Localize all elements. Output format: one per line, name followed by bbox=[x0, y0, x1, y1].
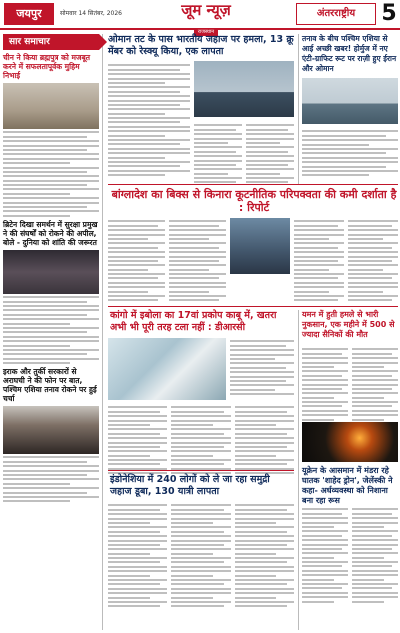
page-number: 5 bbox=[381, 1, 397, 26]
lead-photo bbox=[194, 61, 294, 117]
newspaper-logo bbox=[170, 1, 242, 35]
main-area bbox=[108, 34, 398, 630]
bangladesh-text-right bbox=[294, 218, 398, 304]
congo-text bbox=[108, 404, 294, 477]
headline-indonesia: इंडोनेशिया में 240 लोगों को ले जा रहा समुद्री जहाज डूबा, 130 यात्री लापता bbox=[110, 474, 270, 497]
ukraine-photo bbox=[302, 422, 398, 462]
briefs-box-title: सार समाचार bbox=[3, 34, 99, 50]
indonesia-text bbox=[108, 502, 294, 610]
brief-text-1 bbox=[3, 131, 99, 216]
lead-text-2 bbox=[194, 122, 294, 186]
masthead bbox=[0, 0, 400, 35]
edition-date: सोमवार 14 सितंबर, 2026 bbox=[60, 10, 122, 17]
yemen-story bbox=[302, 310, 398, 340]
right-photo bbox=[302, 78, 398, 124]
brief-photo-2 bbox=[3, 250, 99, 294]
brief-headline-3: इराक और तुर्की सरकारों से अराघची ने की फोन पर बात, पश्चिम एशिया तनाव रोकने पर हुई चर्चा bbox=[3, 367, 97, 404]
section-label: अंतरराष्ट्रीय bbox=[296, 3, 376, 25]
brief-text-2 bbox=[3, 296, 99, 364]
right-text bbox=[302, 128, 398, 179]
yemen-text bbox=[302, 346, 398, 423]
right-story bbox=[302, 34, 398, 74]
lead-text bbox=[108, 62, 190, 179]
congo-story bbox=[110, 310, 294, 334]
headline-ukraine: यूक्रेन के आसमान में मंडरा रहे घातक 'शाहेद ड्रोन', जेलेंस्की ने कहा- अर्धव्यवस्था को निशाना बना रहा रूस bbox=[302, 466, 393, 505]
column-divider bbox=[298, 34, 299, 184]
brief-photo-3 bbox=[3, 406, 99, 454]
right-headline: तनाव के बीच पश्चिम एशिया से आई अच्छी खबर! होर्मुज में नए एंटी-ग्राफिट रूट पर राज़ी हुए ईरान और ओमान bbox=[302, 34, 397, 73]
headline-yemen: यमन में हुती हमले से भारी नुकसान, एक महीने में 500 से ज्यादा सैनिकों की मौत bbox=[302, 310, 395, 339]
edition-city: जयपुर bbox=[4, 3, 54, 25]
logo-subtext: राजस्थान bbox=[194, 28, 218, 36]
congo-photo bbox=[108, 338, 226, 400]
brief-photo-1 bbox=[3, 83, 99, 129]
section-rule-2 bbox=[108, 306, 398, 307]
indonesia-story bbox=[110, 474, 294, 498]
ukraine-story bbox=[302, 466, 398, 506]
headline-bangladesh: बांग्लादेश का बिक्स से किनारा कूटनीतिक परिपक्वता की कमी दर्शाता है : रिपोर्ट bbox=[111, 188, 397, 214]
brief-headline-2: ब्रिटेन दिखा समर्थन में सुरक्षा प्रमुख ने की संघर्षों को रोकने की अपील, बोले - दुनिया को शांति की जरूरत bbox=[3, 219, 98, 247]
brief-text-3 bbox=[3, 456, 99, 502]
bangladesh-story bbox=[110, 188, 398, 214]
brief-headline-1: चीन ने किया ब्रह्मपुत्र को मजबूत करने में सफलतापूर्वक मुहिम निभाई bbox=[3, 53, 91, 80]
bangladesh-text-left bbox=[108, 218, 226, 304]
ukraine-text bbox=[302, 506, 398, 605]
section-rule-1 bbox=[108, 184, 398, 185]
left-column bbox=[3, 34, 103, 630]
logo-text: जूम न्यूज़ bbox=[181, 1, 231, 19]
column-divider-2 bbox=[298, 310, 299, 630]
section-rule-3 bbox=[108, 470, 294, 471]
congo-text-side bbox=[230, 338, 294, 397]
headline-congo: कांगो में इबोला का 17वां प्रकोप काबू में, खतरा अभी भी पूरी तरह टला नहीं : डीआरसी bbox=[110, 310, 277, 333]
lead-headline: ओमान तट के पास भारतीय जहाज पर हमला, 13 क्रू मेंबर को रेस्क्यू किया, एक लापता bbox=[108, 34, 294, 57]
lead-story bbox=[108, 34, 294, 58]
bangladesh-photo bbox=[230, 218, 290, 274]
